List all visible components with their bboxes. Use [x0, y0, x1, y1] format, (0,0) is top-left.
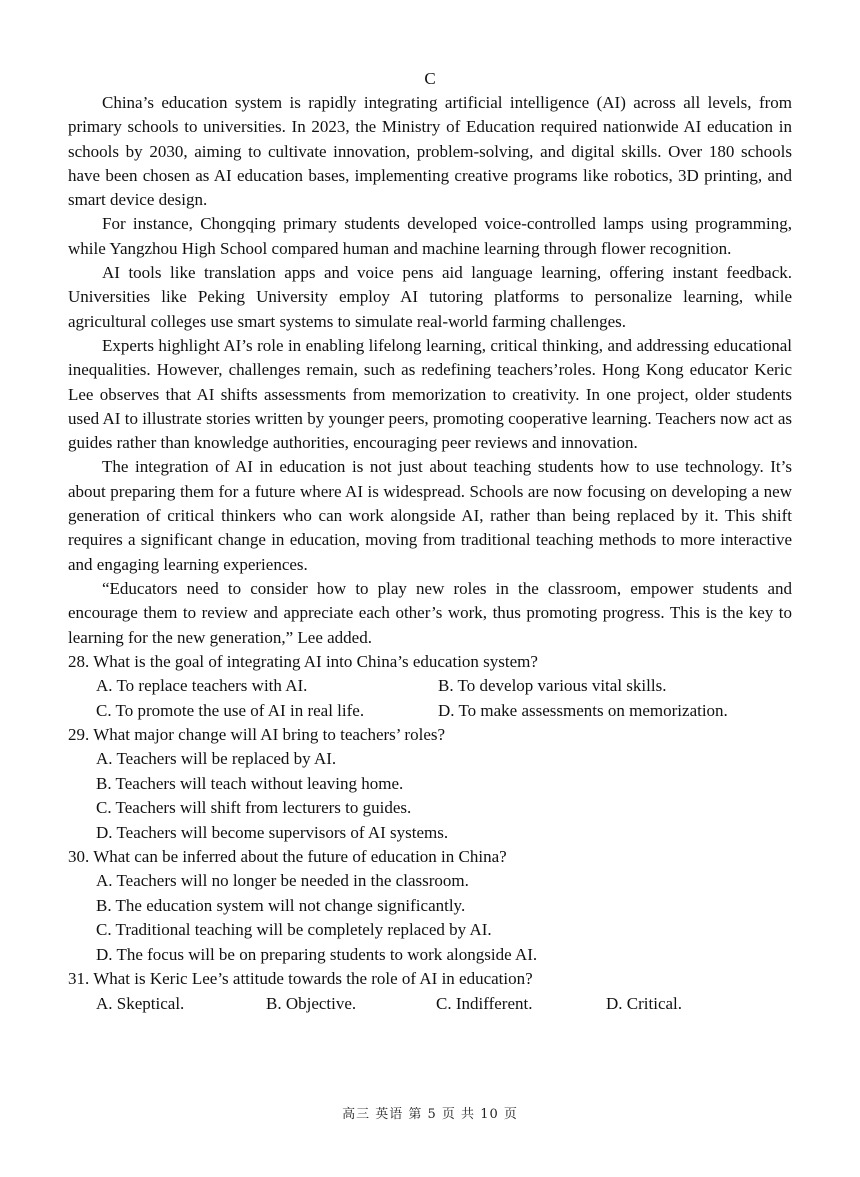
option-d[interactable]: D. Teachers will become supervisors of AI systems.: [96, 822, 449, 842]
question-31: [68, 967, 792, 1016]
option-c[interactable]: C. Teachers will shift from lecturers to guides.: [96, 798, 412, 818]
option-group: [68, 992, 792, 1016]
passage-paragraph-2: For instance, Chongqing primary students developed voice-controlled lamps using programming, while Yangzhou High School compared human and machine learning through flower recognition.: [68, 214, 792, 258]
page-footer: 高三 英语 第 5 页 共 10 页: [342, 1107, 518, 1122]
option-a[interactable]: A. To replace teachers with AI.: [96, 676, 308, 696]
option-group: [68, 674, 792, 723]
reading-passage: [68, 91, 792, 650]
question-list: [68, 650, 792, 1016]
option-b[interactable]: B. Teachers will teach without leaving home.: [96, 773, 404, 793]
option-c[interactable]: C. Indifferent.: [436, 993, 533, 1013]
question-stem: 28. What is the goal of integrating AI into China’s education system?: [68, 651, 538, 671]
option-c[interactable]: C. Traditional teaching will be completely replaced by AI.: [96, 920, 492, 940]
passage-paragraph-5: The integration of AI in education is not just about teaching students how to use technology. It’s about preparing them for a future where AI is widespread. Schools are now focusing on developing a new generation of critical thinkers who can work alongside AI, rather than being replaced by it. This shift requires a significant change in education, moving from traditional teaching methods to more interactive and engaging learning experiences.: [68, 457, 792, 574]
option-b[interactable]: B. To develop various vital skills.: [438, 676, 667, 696]
passage-paragraph-3: AI tools like translation apps and voice pens aid language learning, offering instant feedback. Universities like Peking University employ AI tutoring platforms to personalize learning, while agricultural colleges use smart systems to simulate real-world farming challenges.: [68, 263, 792, 331]
option-b[interactable]: B. The education system will not change significantly.: [96, 895, 466, 915]
question-stem: 29. What major change will AI bring to teachers’ roles?: [68, 725, 446, 745]
option-c[interactable]: C. To promote the use of AI in real life.: [96, 700, 365, 720]
question-29: [68, 723, 792, 845]
option-group: [68, 747, 792, 845]
question-stem: 30. What can be inferred about the future of education in China?: [68, 847, 507, 867]
passage-paragraph-4: Experts highlight AI’s role in enabling lifelong learning, critical thinking, and addressing educational inequalities. However, challenges remain, such as redefining teachers’roles. Hong Kong educator Keric Lee observes that AI shifts assessments from memorization to creativity. In one project, older students used AI to illustrate stories written by younger peers, promoting cooperative learning. Teachers now act as guides rather than knowledge authorities, encouraging peer reviews and innovation.: [68, 335, 792, 453]
option-b[interactable]: B. Objective.: [266, 993, 357, 1013]
option-d[interactable]: D. To make assessments on memorization.: [438, 700, 728, 720]
question-28: [68, 650, 792, 723]
option-group: [68, 869, 792, 967]
exam-page: [68, 66, 792, 1016]
section-heading: C: [424, 69, 436, 88]
passage-paragraph-1: China’s education system is rapidly integrating artificial intelligence (AI) across all levels, from primary schools to universities. In 2023, the Ministry of Education required nationwide AI education in schools by 2030, aiming to cultivate innovation, problem-solving, and digital skills. Over 180 schools have been chosen as AI education bases, implementing creative programs like robotics, 3D printing, and smart device design.: [68, 93, 792, 210]
option-a[interactable]: A. Teachers will be replaced by AI.: [96, 749, 337, 769]
passage-paragraph-6: “Educators need to consider how to play new roles in the classroom, empower students and encourage them to review and appreciate each other’s work, thus promoting progress. This is the key to learning for the new generation,” Lee added.: [68, 578, 792, 647]
option-a[interactable]: A. Teachers will no longer be needed in the classroom.: [96, 871, 469, 891]
option-d[interactable]: D. The focus will be on preparing students to work alongside AI.: [96, 944, 538, 964]
question-stem: 31. What is Keric Lee’s attitude towards the role of AI in education?: [68, 969, 533, 989]
option-d[interactable]: D. Critical.: [606, 993, 683, 1013]
question-30: [68, 845, 792, 967]
option-a[interactable]: A. Skeptical.: [96, 993, 185, 1013]
